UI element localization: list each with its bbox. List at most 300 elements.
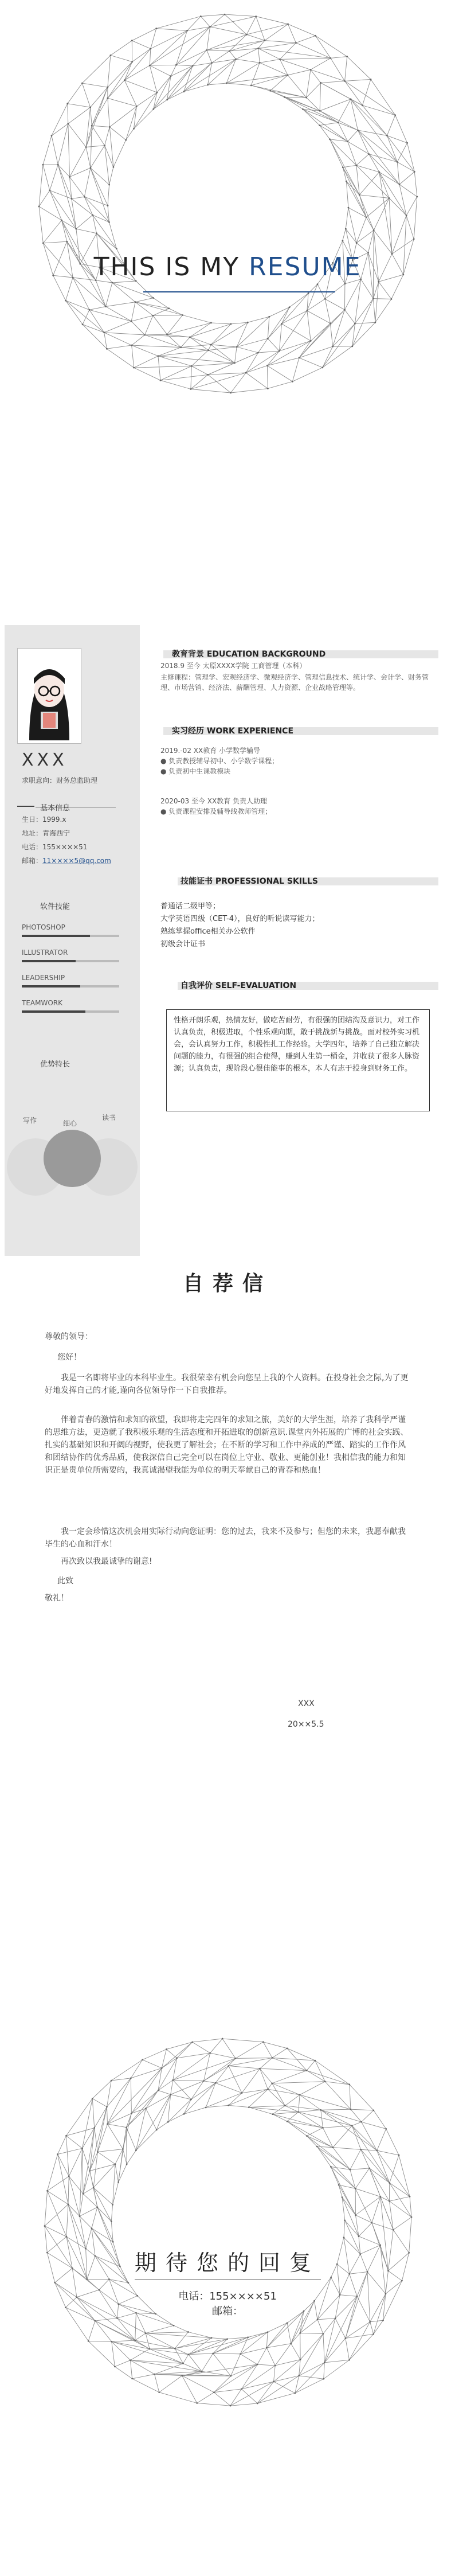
ring-edge xyxy=(117,2318,146,2333)
ring-node xyxy=(389,197,390,199)
ring-node xyxy=(267,338,269,339)
work2-bullet-1: ● 负责课程安排及辅导线教师管理； xyxy=(160,807,272,815)
letter-hello: 您好！ xyxy=(57,1353,81,1362)
ring-node xyxy=(386,135,388,136)
ring-edge xyxy=(333,2126,352,2148)
ring-node xyxy=(287,24,289,25)
ring-node xyxy=(196,2402,198,2404)
ring-edge xyxy=(159,2392,197,2403)
ring-edge xyxy=(355,2188,372,2223)
ring-edge xyxy=(72,197,84,198)
ring-node xyxy=(397,161,398,163)
ring-edge xyxy=(209,345,211,350)
ring-node xyxy=(355,2188,356,2189)
ring-edge xyxy=(58,2155,69,2176)
ring-node xyxy=(257,48,259,49)
ring-node xyxy=(344,2220,346,2222)
ring-edge xyxy=(268,381,292,388)
ring-edge xyxy=(183,315,211,323)
ring-edge xyxy=(190,337,208,350)
ring-node xyxy=(89,309,91,311)
ring-edge xyxy=(131,321,145,335)
ring-edge xyxy=(268,2083,272,2089)
ring-edge xyxy=(352,299,374,346)
ring-edge xyxy=(134,92,157,128)
ring-edge xyxy=(389,2201,393,2230)
ring-edge xyxy=(307,311,331,323)
ring-edge xyxy=(204,2081,216,2083)
ring-edge xyxy=(72,199,93,215)
ring-edge xyxy=(397,143,407,162)
ring-edge xyxy=(395,115,407,143)
ring-edge xyxy=(241,2354,258,2364)
ring-edge xyxy=(145,315,153,335)
ring-node xyxy=(374,322,376,323)
ring-edge xyxy=(236,2042,263,2059)
ring-node xyxy=(42,243,44,244)
ring-edge xyxy=(249,2106,285,2107)
ring-edge xyxy=(280,58,331,59)
ring-edge xyxy=(287,2121,307,2136)
ring-node xyxy=(356,165,358,166)
ring-edge xyxy=(287,2323,291,2344)
intent-value: 财务总监助理 xyxy=(56,776,98,784)
skill-label: PHOTOSHOP xyxy=(22,923,65,931)
ring-edge xyxy=(346,2338,350,2360)
ring-edge xyxy=(207,50,230,51)
ring-node xyxy=(166,99,168,101)
address-value: 青海西宁 xyxy=(42,829,70,837)
ring-node xyxy=(391,298,393,300)
ring-node xyxy=(413,238,415,240)
ring-edge xyxy=(379,282,391,299)
ring-edge xyxy=(158,2080,173,2090)
ring-node xyxy=(349,2169,351,2171)
ring-node xyxy=(200,15,202,17)
ring-node xyxy=(107,2124,108,2125)
ring-edge xyxy=(107,2081,112,2107)
ring-edge xyxy=(406,216,414,239)
cert-1: 普通话二级甲等； xyxy=(160,902,221,911)
ring-node xyxy=(207,349,209,351)
ring-node xyxy=(131,321,132,322)
ring-node xyxy=(272,2113,273,2115)
ring-edge xyxy=(352,2122,361,2126)
ring-node xyxy=(152,108,154,110)
ring-edge xyxy=(173,2053,210,2080)
ring-edge xyxy=(206,2093,242,2107)
ring-edge xyxy=(289,294,308,307)
geometric-ring-cover xyxy=(36,11,420,396)
ring-edge xyxy=(112,2341,150,2349)
ring-node xyxy=(351,345,353,347)
ring-edge xyxy=(230,2382,274,2406)
ring-edge xyxy=(66,2136,82,2148)
ring-node xyxy=(51,135,53,136)
ring-node xyxy=(290,2343,292,2344)
ring-edge xyxy=(386,2129,399,2155)
ring-node xyxy=(324,2081,326,2082)
ring-edge xyxy=(146,2333,175,2349)
ring-edge xyxy=(50,190,72,198)
ring-edge xyxy=(134,356,158,368)
ring-edge xyxy=(136,281,153,298)
ring-edge xyxy=(68,104,91,107)
ring-node xyxy=(257,2403,258,2405)
ring-edge xyxy=(230,2389,241,2406)
ring-edge xyxy=(68,124,86,147)
ring-node xyxy=(211,62,213,64)
ring-edge xyxy=(372,2223,393,2230)
strength-reading: 读书 xyxy=(102,1114,116,1122)
ring-node xyxy=(205,2107,207,2109)
ring-edge xyxy=(93,2164,115,2188)
ring-edge xyxy=(158,356,160,380)
ring-edge xyxy=(351,99,362,106)
email-value[interactable]: 11××××5@qq.com xyxy=(42,857,111,865)
ring-edge xyxy=(362,2122,377,2150)
ring-edge xyxy=(307,2128,323,2136)
skill-label: LEADERSHIP xyxy=(22,974,65,982)
ring-node xyxy=(246,34,248,36)
ring-edge xyxy=(399,185,417,197)
ring-edge xyxy=(127,2109,146,2128)
ring-edge xyxy=(307,97,320,111)
ring-node xyxy=(112,282,113,284)
ring-edge xyxy=(311,70,345,81)
ring-edge xyxy=(112,2341,115,2367)
ring-edge xyxy=(229,2093,242,2106)
work-section-title: 实习经历 WORK EXPERIENCE xyxy=(172,727,294,736)
ring-edge xyxy=(107,2078,131,2124)
ring-node xyxy=(111,2341,112,2343)
ring-edge xyxy=(88,2321,95,2341)
ring-node xyxy=(38,206,40,208)
ring-node xyxy=(93,2127,95,2129)
ring-edge xyxy=(177,2053,210,2058)
ring-node xyxy=(234,362,236,364)
ring-node xyxy=(250,85,252,87)
ring-edge xyxy=(97,233,117,249)
ring-node xyxy=(108,184,110,186)
ring-node xyxy=(89,107,91,108)
ring-node xyxy=(112,2204,113,2206)
ring-node xyxy=(406,142,408,144)
ring-edge xyxy=(167,315,183,335)
ring-node xyxy=(323,2378,324,2380)
ring-edge xyxy=(295,2379,324,2393)
ring-node xyxy=(124,79,125,81)
ring-node xyxy=(394,114,396,116)
ring-edge xyxy=(162,2042,192,2068)
ring-node xyxy=(257,2364,258,2366)
ring-node xyxy=(90,167,92,169)
ring-node xyxy=(228,2065,230,2067)
ring-edge xyxy=(66,300,104,333)
ring-edge xyxy=(379,172,399,185)
ring-node xyxy=(259,62,261,64)
letter-closing-2: 敬礼！ xyxy=(45,1594,69,1603)
ring-edge xyxy=(86,146,104,147)
ring-node xyxy=(247,322,249,323)
ring-edge xyxy=(131,315,153,321)
ring-edge xyxy=(355,2197,380,2215)
ring-node xyxy=(122,2148,124,2150)
ring-node xyxy=(299,357,300,359)
ring-node xyxy=(61,220,62,221)
ring-node xyxy=(305,97,307,99)
ring-edge xyxy=(83,2148,90,2171)
ring-node xyxy=(229,50,230,52)
edu-line-2: 主修课程：管理学、宏观经济学、微观经济学、管理信息技术、统计学、会计学、财务管理、市场营销、经济法、薪酬管理、人力资源、企业战略管理等。 xyxy=(160,673,429,692)
ring-node xyxy=(299,2332,301,2334)
ring-edge xyxy=(73,278,105,307)
ring-edge xyxy=(331,57,347,58)
ring-node xyxy=(66,2236,68,2238)
ring-node xyxy=(346,56,348,57)
ring-edge xyxy=(225,14,246,34)
ring-node xyxy=(103,331,105,333)
ring-node xyxy=(93,2187,95,2188)
ring-node xyxy=(310,69,312,71)
ring-edge xyxy=(210,2053,236,2058)
ring-edge xyxy=(273,2114,287,2122)
ring-edge xyxy=(231,389,268,393)
ring-edge xyxy=(325,299,344,310)
ring-edge xyxy=(107,345,131,349)
ring-edge xyxy=(184,2099,191,2114)
cover-rule xyxy=(143,291,335,292)
ring-edge xyxy=(151,29,156,49)
ring-edge xyxy=(171,65,176,76)
ring-edge xyxy=(123,2113,131,2149)
ring-edge xyxy=(153,309,169,316)
letter-paragraph-1: 我是一名即将毕业的本科毕业生。我很荣幸有机会向您呈上我的个人资料。在投身社会之际,为了更好地发挥自己的才能,谨向各位领导作一下自我推荐。 xyxy=(45,1373,409,1395)
ring-node xyxy=(126,2164,128,2165)
ring-node xyxy=(154,2374,155,2375)
ring-node xyxy=(279,58,281,60)
ring-edge xyxy=(392,216,406,254)
ring-node xyxy=(182,314,183,316)
ring-edge xyxy=(372,2197,381,2223)
letter-sign-name: XXX xyxy=(298,1699,315,1708)
ring-edge xyxy=(156,29,187,31)
ring-edge xyxy=(189,2338,211,2355)
ring-edge xyxy=(208,374,231,393)
ring-edge xyxy=(377,2150,410,2196)
ring-node xyxy=(105,306,107,307)
ring-node xyxy=(180,346,182,348)
ring-node xyxy=(287,75,289,76)
ring-edge xyxy=(107,349,134,368)
ring-edge xyxy=(82,83,90,107)
letter-paragraph-2: 伴着青春的激情和求知的欲望，我即将走完四年的求知之旅，美好的大学生涯，培养了我科学严谨的思维方法，更造就了我积极乐观的生活态度和开拓进取的创新意识.课堂内外拓展的广博的社会实践、扎实的基础知识和开阔的视野，使我更了解社会；在不断的学习和工作中养成的严谨、踏实的工作作风和团结协作的优秀品质，使我深信自己完全可以在岗位上守业、敬业、更能创业！我相信我的能力和知识正是贵单位所需要的，我真诚渴望我能为单位的明天奉献自己的青春和热血！ xyxy=(45,1415,409,1475)
ring-node xyxy=(411,2216,413,2218)
skill-bar-fill xyxy=(22,1010,85,1013)
ring-edge xyxy=(132,2379,159,2392)
ring-node xyxy=(173,2325,175,2327)
ring-node xyxy=(68,2176,70,2177)
ring-edge xyxy=(126,106,137,140)
ring-edge xyxy=(311,58,331,69)
ring-edge xyxy=(109,127,125,140)
ring-edge xyxy=(311,323,330,341)
ring-edge xyxy=(107,2124,126,2128)
ring-edge xyxy=(284,97,306,98)
ring-edge xyxy=(265,41,296,43)
ring-edge xyxy=(362,106,395,115)
ring-edge xyxy=(274,2366,276,2382)
ring-node xyxy=(182,2363,184,2364)
ring-edge xyxy=(325,2082,351,2109)
ring-edge xyxy=(124,49,150,80)
birth-label: 生日： xyxy=(22,815,43,823)
ring-node xyxy=(212,2353,214,2355)
ring-node xyxy=(172,2079,174,2081)
ring-edge xyxy=(124,62,132,80)
ring-edge xyxy=(176,50,207,65)
ring-node xyxy=(273,2381,274,2383)
ring-edge xyxy=(48,2155,58,2191)
ring-edge xyxy=(272,2082,325,2083)
ring-node xyxy=(209,2052,211,2054)
ring-edge xyxy=(107,2113,131,2124)
ring-edge xyxy=(231,373,246,393)
ring-edge xyxy=(154,66,193,109)
ring-node xyxy=(144,334,146,336)
ring-node xyxy=(79,2215,81,2217)
ring-edge xyxy=(307,70,311,98)
ring-edge xyxy=(299,341,311,358)
ring-edge xyxy=(70,177,85,197)
ring-edge xyxy=(96,280,105,307)
ring-edge xyxy=(136,92,157,106)
ring-edge xyxy=(43,220,61,243)
ring-edge xyxy=(93,2188,111,2222)
ring-edge xyxy=(370,2320,383,2322)
ring-edge xyxy=(237,322,248,347)
ring-node xyxy=(315,35,316,37)
ring-edge xyxy=(130,2349,150,2360)
ring-edge xyxy=(145,335,181,348)
ring-edge xyxy=(68,83,83,104)
ring-edge xyxy=(377,2150,399,2155)
ring-edge xyxy=(191,350,208,366)
ring-edge xyxy=(113,140,126,167)
work1-bullet-2-text: 负责初中生课教模块 xyxy=(168,767,231,775)
ring-edge xyxy=(127,2150,136,2164)
divider xyxy=(17,806,34,807)
ring-edge xyxy=(300,2334,323,2360)
ring-node xyxy=(113,166,115,168)
ring-node xyxy=(206,49,208,51)
ring-edge xyxy=(291,2333,300,2343)
ring-node xyxy=(128,2282,130,2284)
ring-node xyxy=(111,2220,112,2222)
ring-node xyxy=(226,2338,228,2340)
ring-edge xyxy=(300,2320,317,2333)
ring-node xyxy=(319,124,320,126)
ring-edge xyxy=(88,2341,115,2366)
ring-node xyxy=(85,146,87,148)
ring-edge xyxy=(285,2095,300,2106)
basic-info-heading: 基本信息 xyxy=(40,804,70,813)
cover-title-prefix: THIS IS MY xyxy=(93,252,240,282)
letter-paragraph-4: 再次致以我最诚挚的谢意! xyxy=(61,1557,152,1566)
ring-edge xyxy=(106,307,132,322)
ring-edge xyxy=(95,2107,107,2128)
ring-node xyxy=(321,367,323,369)
ring-node xyxy=(95,2320,96,2322)
ring-node xyxy=(344,80,346,82)
ring-edge xyxy=(370,2322,374,2334)
ring-edge xyxy=(68,2176,69,2204)
ring-node xyxy=(342,240,344,241)
ring-edge xyxy=(366,217,374,231)
ring-edge xyxy=(173,2080,191,2099)
ring-edge xyxy=(392,239,414,254)
ring-edge xyxy=(83,325,104,333)
back-title: 期待您的回复 xyxy=(134,2250,320,2276)
ring-edge xyxy=(209,347,237,350)
ring-edge xyxy=(92,87,108,126)
ring-node xyxy=(190,388,192,390)
ring-edge xyxy=(130,2360,132,2379)
ring-edge xyxy=(343,165,356,167)
ring-node xyxy=(287,2047,288,2049)
ring-node xyxy=(342,166,344,168)
ring-edge xyxy=(132,335,145,345)
ring-edge xyxy=(213,2353,241,2354)
ring-edge xyxy=(361,2149,377,2150)
ring-node xyxy=(348,2084,350,2086)
ring-edge xyxy=(315,2060,350,2085)
ring-edge xyxy=(350,2085,351,2109)
ring-node xyxy=(322,2127,324,2129)
ring-edge xyxy=(146,2325,174,2333)
ring-edge xyxy=(352,322,375,346)
ring-edge xyxy=(410,2196,411,2217)
ring-edge xyxy=(266,2332,268,2348)
ring-edge xyxy=(153,315,183,316)
ring-edge xyxy=(210,27,247,35)
ring-node xyxy=(131,345,132,346)
ring-edge xyxy=(350,2168,370,2169)
ring-node xyxy=(346,181,347,182)
ring-edge xyxy=(246,373,268,389)
ring-node xyxy=(96,232,97,234)
ring-edge xyxy=(193,2039,222,2042)
ring-edge xyxy=(132,29,156,41)
ring-edge xyxy=(229,51,236,59)
ring-edge xyxy=(246,34,265,40)
ring-node xyxy=(125,139,127,141)
ring-node xyxy=(88,2340,89,2342)
ring-edge xyxy=(241,2337,248,2354)
ring-node xyxy=(166,2048,167,2050)
ring-edge xyxy=(258,351,280,353)
ring-node xyxy=(92,214,93,216)
ring-node xyxy=(186,30,188,32)
ring-edge xyxy=(317,2320,323,2334)
ring-edge xyxy=(189,2339,227,2355)
ring-node xyxy=(167,2121,169,2123)
ring-edge xyxy=(317,2319,335,2320)
ring-edge xyxy=(68,124,70,177)
ring-edge xyxy=(295,2376,299,2393)
ring-node xyxy=(65,2135,67,2137)
ring-edge xyxy=(256,17,288,24)
